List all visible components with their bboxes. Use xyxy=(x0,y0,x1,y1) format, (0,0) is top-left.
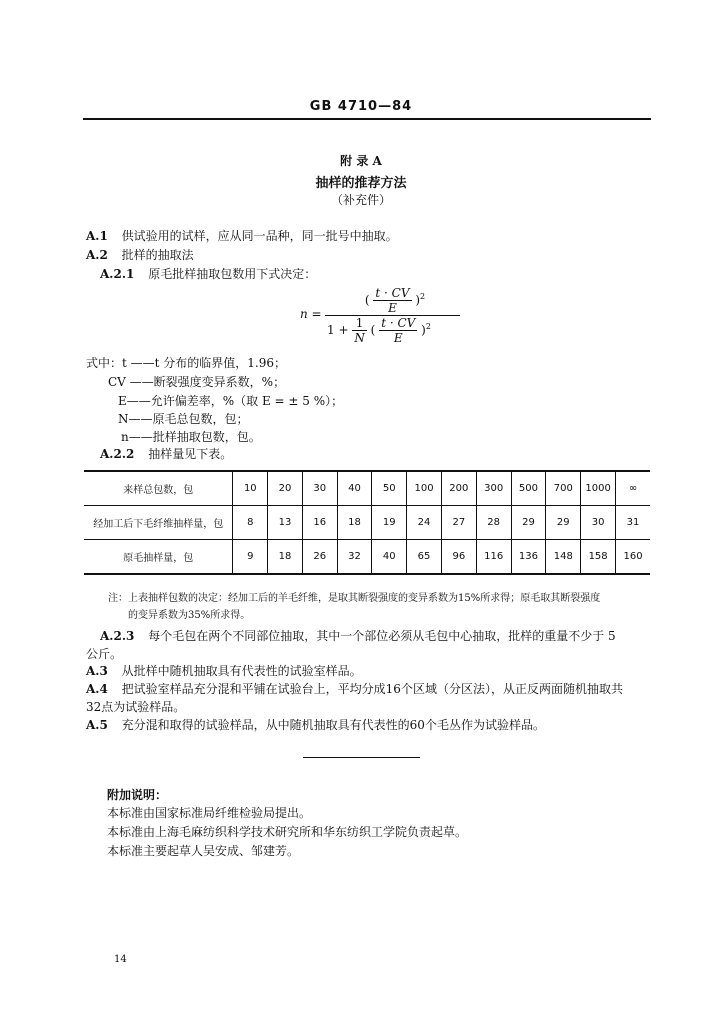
section-text: 充分混和取得的试验样品，从中随机抽取具有代表性的60个毛丛作为试验样品。 xyxy=(121,718,545,732)
table-cell: 18 xyxy=(337,506,372,540)
table-cell: 148 xyxy=(546,540,581,575)
where-item-n-total: N——原毛总包数，包； xyxy=(118,412,249,426)
table-cell: 50 xyxy=(372,471,407,506)
table-cell: 300 xyxy=(476,471,511,506)
table-note-line2: 的变异系数为35%所求得。 xyxy=(128,610,251,621)
document-header: GB 4710—84 xyxy=(309,99,413,114)
section-a5 xyxy=(86,716,545,733)
section-a2 xyxy=(86,246,194,263)
paren: ( xyxy=(370,323,376,337)
table-cell: 19 xyxy=(372,506,407,540)
additional-title: 附加说明： xyxy=(107,788,168,802)
table-cell: 27 xyxy=(441,506,476,540)
table-cell: 8 xyxy=(233,506,268,540)
formula-numerator xyxy=(340,286,450,315)
table-row xyxy=(84,540,650,575)
where-item-n-sample: n——批样抽取包数，包。 xyxy=(121,430,261,444)
header-rule xyxy=(83,118,651,120)
section-number: A.2.3 xyxy=(100,629,135,643)
table-cell: 158 xyxy=(581,540,616,575)
section-text: 供试验用的试样，应从同一品种，同一批号中抽取。 xyxy=(121,229,398,243)
table-cell: 30 xyxy=(302,471,337,506)
exponent: 2 xyxy=(425,322,431,331)
fraction-denominator: E xyxy=(388,301,397,315)
table-cell: 500 xyxy=(511,471,546,506)
section-a21 xyxy=(100,265,316,282)
section-number: A.5 xyxy=(86,718,108,732)
section-text: 批样的抽取法 xyxy=(121,248,194,262)
row-label: 原毛抽样量，包 xyxy=(84,540,233,575)
section-text: 从批样中随机抽取具有代表性的试验室样品。 xyxy=(121,664,362,678)
section-a4-cont: 32点为试验样品。 xyxy=(86,700,186,714)
fraction xyxy=(379,316,417,345)
section-text: 原毛批样抽取包数用下式决定： xyxy=(148,267,317,281)
where-item-cv: CV ——断裂强度变异系数，%； xyxy=(108,375,286,389)
fraction-numerator: 1 xyxy=(352,316,367,331)
additional-line: 本标准主要起草人吴安成、邹建芳。 xyxy=(107,844,300,858)
page-number: 14 xyxy=(114,954,127,965)
table-cell: 100 xyxy=(407,471,442,506)
table-cell: 40 xyxy=(372,540,407,575)
row-label: 经加工后下毛纤维抽样量，包 xyxy=(84,506,233,540)
sample-size-formula xyxy=(300,282,460,348)
where-item-t: t ——t 分布的临界值，1.96； xyxy=(122,356,286,370)
section-a1 xyxy=(86,227,398,244)
table-cell: 116 xyxy=(476,540,511,575)
section-text: 抽样量见下表。 xyxy=(148,447,233,461)
table-cell: 700 xyxy=(546,471,581,506)
appendix-title: 抽样的推荐方法 xyxy=(315,176,407,191)
appendix-subtitle: （补充件） xyxy=(330,193,391,207)
one-plus: 1 + xyxy=(327,323,349,337)
where-item-e: E——允许偏差率，%（取 E = ± 5 %）； xyxy=(118,394,344,408)
table-cell: 18 xyxy=(268,540,303,575)
table-cell: 65 xyxy=(407,540,442,575)
table-cell: 96 xyxy=(441,540,476,575)
section-a23 xyxy=(100,627,616,644)
fraction xyxy=(352,316,367,345)
table-cell: 28 xyxy=(476,506,511,540)
table-cell: 26 xyxy=(302,540,337,575)
fraction-denominator: N xyxy=(354,331,365,345)
table-cell: 40 xyxy=(337,471,372,506)
additional-line: 本标准由国家标准局纤维检验局提出。 xyxy=(107,806,312,820)
formula-lhs: n = xyxy=(300,307,322,321)
section-text: 把试验室样品充分混和平铺在试验台上，平均分成16个区域（分区法），从正反两面随机抽取共 xyxy=(121,682,623,696)
table-cell: 29 xyxy=(546,506,581,540)
table-cell: 10 xyxy=(233,471,268,506)
table-cell: 32 xyxy=(337,540,372,575)
table-cell: ∞ xyxy=(616,471,650,506)
table-cell: 136 xyxy=(511,540,546,575)
table-cell: 31 xyxy=(616,506,650,540)
table-cell: 9 xyxy=(233,540,268,575)
table-cell: 200 xyxy=(441,471,476,506)
sampling-table xyxy=(84,470,650,575)
section-number: A.2 xyxy=(86,248,108,262)
section-a4 xyxy=(86,680,623,697)
appendix-label: 附 录 A xyxy=(340,154,382,168)
table-cell: 16 xyxy=(302,506,337,540)
table-row xyxy=(84,471,650,506)
table-cell: 13 xyxy=(268,506,303,540)
table-cell: 160 xyxy=(616,540,650,575)
section-number: A.3 xyxy=(86,664,108,678)
section-text: 每个毛包在两个不同部位抽取，其中一个部位必须从毛包中心抽取，批样的重量不少于 5 xyxy=(148,629,616,643)
section-number: A.2.1 xyxy=(100,267,135,281)
exponent: 2 xyxy=(420,292,426,301)
table-note-line1: 注：上表抽样包数的决定：经加工后的羊毛纤维，是取其断裂强度的变异系数为15%所求得；原毛取其断裂强度 xyxy=(108,593,601,604)
fraction xyxy=(373,286,411,315)
section-divider xyxy=(303,757,420,758)
paren: ) xyxy=(415,293,421,307)
where-intro: 式中： xyxy=(86,356,123,370)
fraction-numerator: t · CV xyxy=(381,316,416,330)
section-number: A.4 xyxy=(86,682,108,696)
section-number: A.1 xyxy=(86,229,108,243)
section-number: A.2.2 xyxy=(100,447,135,461)
formula-denominator xyxy=(327,316,462,345)
section-a22 xyxy=(100,445,232,462)
row-label: 来样总包数，包 xyxy=(84,471,233,506)
table-cell: 24 xyxy=(407,506,442,540)
section-a3 xyxy=(86,662,362,679)
fraction-numerator: t · CV xyxy=(375,286,410,300)
table-cell: 1000 xyxy=(581,471,616,506)
fraction-denominator: E xyxy=(393,331,403,345)
table-cell: 20 xyxy=(268,471,303,506)
section-a23-cont: 公斤。 xyxy=(86,647,123,661)
table-row xyxy=(84,506,650,540)
additional-line: 本标准由上海毛麻纺织科学技术研究所和华东纺织工学院负责起草。 xyxy=(107,825,468,839)
table-cell: 30 xyxy=(581,506,616,540)
paren: ( xyxy=(364,293,370,307)
paren: ) xyxy=(421,323,426,337)
table-cell: 29 xyxy=(511,506,546,540)
